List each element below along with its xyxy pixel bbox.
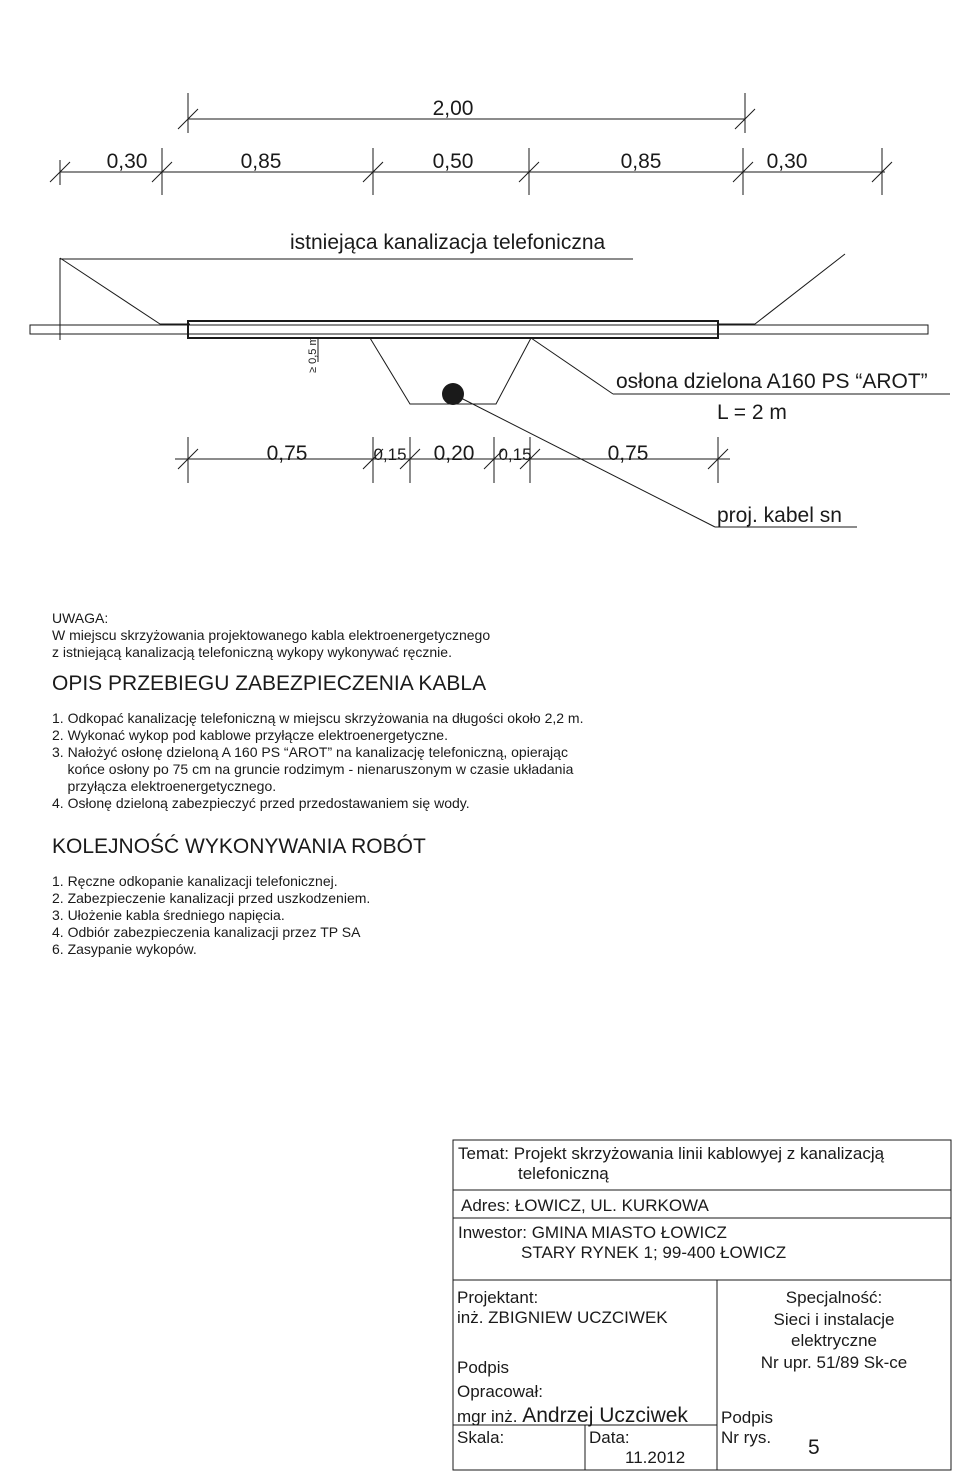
- list-item: przyłącza elektroenergetycznego.: [52, 778, 277, 794]
- dimension-bottom-4: 0,15: [498, 445, 532, 464]
- list-item: 4. Odbiór zabezpieczenia kanalizacji przez TP SA: [52, 924, 361, 940]
- dimension-top-2: 0,85: [240, 150, 282, 173]
- dimension-bottom-3: 0,20: [433, 442, 475, 465]
- cable-label: proj. kabel sn: [717, 504, 842, 527]
- section-title-description: OPIS PRZEBIEGU ZABEZPIECZENIA KABLA: [52, 672, 487, 695]
- dimension-top-5: 0,30: [766, 150, 808, 173]
- warning-line: W miejscu skrzyżowania projektowanego kabla elektroenergetycznego: [52, 627, 491, 643]
- section-title-order: KOLEJNOŚĆ WYKONYWANIA ROBÓT: [52, 835, 426, 858]
- dimension-bottom-2: 0,15: [373, 445, 407, 464]
- list-item: 4. Osłonę dzieloną zabezpieczyć przed przedostawaniem się wody.: [52, 795, 470, 811]
- topic-line-2: telefoniczną: [518, 1164, 609, 1183]
- dimension-total: 2,00: [432, 97, 474, 120]
- designer-name: inż. ZBIGNIEW UCZCIWEK: [457, 1308, 668, 1327]
- scale-label: Skala:: [457, 1428, 505, 1447]
- drawing-number: 5: [808, 1436, 820, 1459]
- drawing-number-label: Nr rys.: [721, 1428, 772, 1447]
- prepared-prefix: mgr inż.: [457, 1407, 518, 1426]
- specialty-label: Specjalność:: [785, 1288, 883, 1307]
- investor-line-1: Inwestor: GMINA MIASTO ŁOWICZ: [458, 1223, 727, 1242]
- cover-length-label: L = 2 m: [717, 401, 787, 424]
- list-item: końce osłony po 75 cm na gruncie rodzimym - nienaruszonym w czasie układania: [52, 761, 574, 777]
- dimension-top-4: 0,85: [620, 150, 662, 173]
- excavation-left-slope: [60, 258, 190, 324]
- license-number: Nr upr. 51/89 Sk-ce: [760, 1353, 908, 1372]
- list-item: 3. Nałożyć osłonę dzieloną A 160 PS “AROT” na kanalizację telefoniczną, opierając: [52, 744, 568, 760]
- warning-title: UWAGA:: [52, 610, 109, 626]
- notes: [52, 610, 752, 958]
- prepared-label: Opracował:: [457, 1382, 543, 1401]
- prepared-by: [457, 1406, 688, 1427]
- date-label: Data:: [589, 1428, 630, 1447]
- list-item: 2. Wykonać wykop pod kablowe przyłącze elektroenergetyczne.: [52, 727, 448, 743]
- designer-label: Projektant:: [457, 1288, 539, 1307]
- split-cover: [188, 321, 718, 338]
- list-item: 1. Odkopać kanalizację telefoniczną w miejscu skrzyżowania na długości około 2,2 m.: [52, 710, 584, 726]
- label-leader: [531, 338, 613, 394]
- date-value: 11.2012: [625, 1448, 686, 1467]
- cover-label: osłona dzielona A160 PS “AROT”: [616, 370, 928, 393]
- address: Adres: ŁOWICZ, UL. KURKOWA: [461, 1196, 709, 1215]
- existing-duct-label: istniejąca kanalizacja telefoniczna: [290, 231, 606, 254]
- specialty-line-2: elektryczne: [791, 1331, 877, 1350]
- dimension-top-3: 0,50: [432, 150, 474, 173]
- list-item: 6. Zasypanie wykopów.: [52, 941, 197, 957]
- excavation-right-slope: [717, 254, 845, 324]
- list-item: 3. Ułożenie kabla średniego napięcia.: [52, 907, 285, 923]
- depth-label: ≥ 0,5 m: [307, 336, 319, 373]
- investor-line-2: STARY RYNEK 1; 99-400 ŁOWICZ: [521, 1243, 787, 1262]
- dimension-bottom-1: 0,75: [266, 442, 308, 465]
- list-item: 1. Ręczne odkopanie kanalizacji telefonicznej.: [52, 873, 338, 889]
- cable-icon: [442, 383, 464, 405]
- signature-label: Podpis: [721, 1408, 773, 1427]
- existing-duct: [30, 325, 928, 334]
- dimension-bottom-5: 0,75: [607, 442, 649, 465]
- specialty-line-1: Sieci i instalacje: [773, 1310, 895, 1329]
- list-item: 2. Zabezpieczenie kanalizacji przed uszkodzeniem.: [52, 890, 371, 906]
- dimension-top-1: 0,30: [106, 150, 148, 173]
- signature-label: Podpis: [457, 1358, 509, 1377]
- warning-line: z istniejącą kanalizacją telefoniczną wykopy wykonywać ręcznie.: [52, 644, 452, 660]
- topic-line-1: Temat: Projekt skrzyżowania linii kablowyej z kanalizacją: [458, 1144, 885, 1163]
- prepared-name: Andrzej Uczciwek: [522, 1404, 688, 1427]
